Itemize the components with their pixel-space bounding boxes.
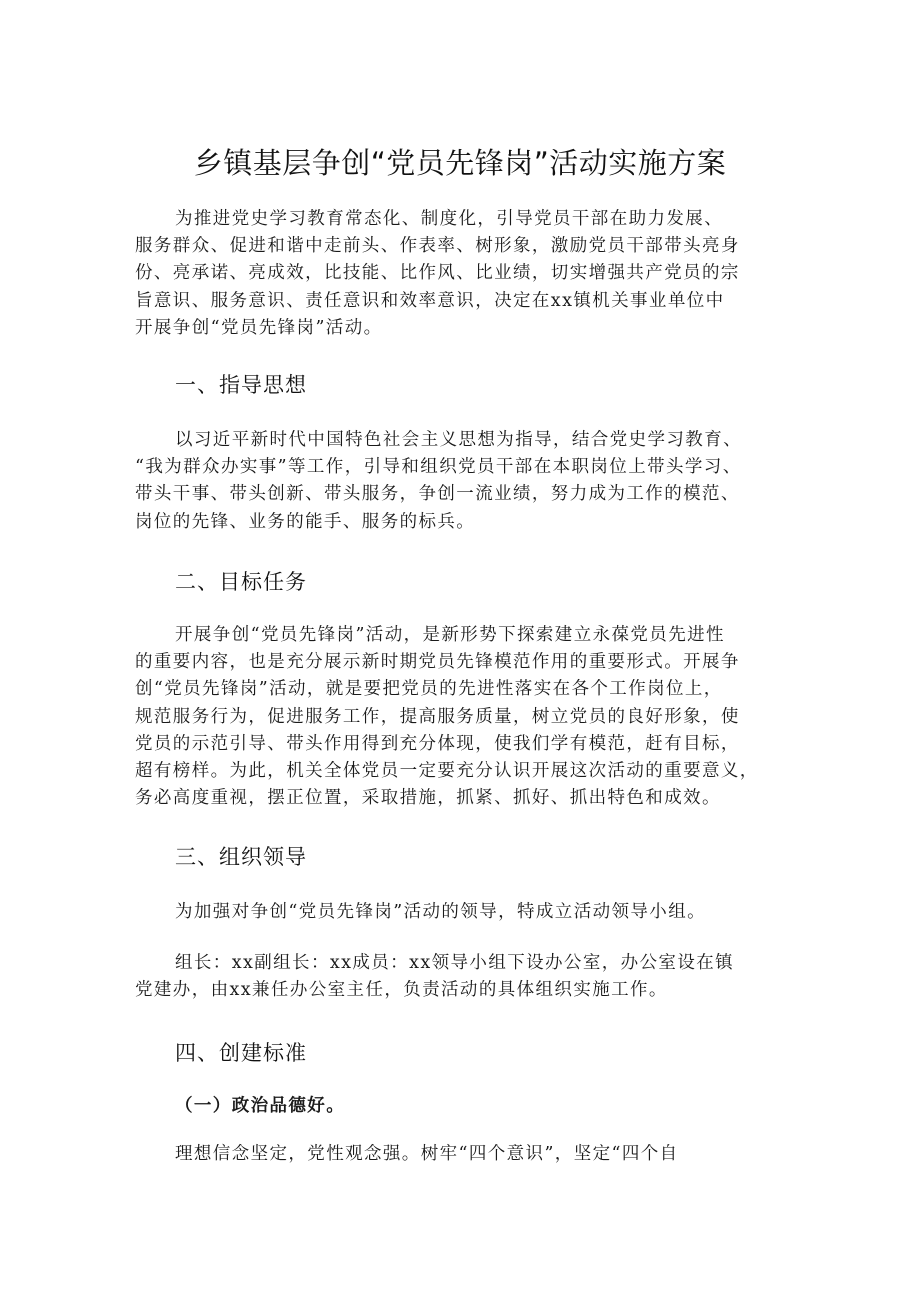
text-line: 开展争创“党员先锋岗”活动，是新形势下探索建立永葆党员先进性 xyxy=(175,625,725,645)
text-line: 创“党员先锋岗”活动，就是要把党员的先进性落实在各个工作岗位上， xyxy=(135,679,723,700)
section-heading-guiding-thought: 一、指导思想 xyxy=(175,373,307,397)
text-line: 旨意识、服务意识、责任意识和效率意识，决定在xx镇机关事业单位中 xyxy=(135,290,725,311)
text-line: 为推进党史学习教育常态化、制度化，引导党员干部在助力发展、 xyxy=(175,209,724,229)
text-line: 带头干事、带头创新、带头服务，争创一流业绩，努力成为工作的模范、 xyxy=(135,484,740,505)
text-line: 理想信念坚定，党性观念强。树牢“四个意识”，坚定“四个自 xyxy=(175,1144,679,1164)
text-line: 的重要内容，也是充分展示新时期党员先锋模范作用的重要形式。开展争 xyxy=(135,652,740,673)
section-paragraph xyxy=(135,899,797,926)
text-line: 份、亮承诺、亮成效，比技能、比作风、比业绩，切实增强共产党员的宗 xyxy=(135,263,740,284)
text-line: 为加强对争创“党员先锋岗”活动的领导，特成立活动领导小组。 xyxy=(175,902,706,922)
section-paragraph xyxy=(135,950,797,1004)
section-heading-standards: 四、创建标准 xyxy=(175,1041,307,1065)
intro-paragraph xyxy=(135,206,797,342)
section-paragraph xyxy=(135,622,797,812)
document-title: 乡镇基层争创“党员先锋岗”活动实施方案 xyxy=(193,146,727,180)
text-line: 开展争创“党员先锋岗”活动。 xyxy=(135,317,383,338)
text-line: 以习近平新时代中国特色社会主义思想为指导，结合党史学习教育、 xyxy=(175,430,742,450)
text-line: “我为群众办实事”等工作，引导和组织党员干部在本职岗位上带头学习、 xyxy=(135,457,742,478)
section-heading-goals: 二、目标任务 xyxy=(175,570,307,594)
section-heading-organization: 三、组织领导 xyxy=(175,845,307,869)
text-line: 务必高度重视，摆正位置，采取措施，抓紧、抓好、抓出特色和成效。 xyxy=(135,788,721,809)
text-line: 组长：xx副组长：xx成员：xx领导小组下设办公室，办公室设在镇 xyxy=(175,953,735,973)
text-line: 党员的示范引导、带头作用得到充分体现，使我们学有模范，赶有目标， xyxy=(135,733,740,754)
text-line: 岗位的先锋、业务的能手、服务的标兵。 xyxy=(135,511,476,532)
section-paragraph xyxy=(135,427,797,536)
text-line: 规范服务行为，促进服务工作，提高服务质量，树立党员的良好形象，使 xyxy=(135,706,740,727)
section-paragraph xyxy=(135,1141,797,1168)
text-line: 超有榜样。为此，机关全体党员一定要充分认识开展这次活动的重要意义， xyxy=(135,760,759,781)
text-line: 服务群众、促进和谐中走前头、作表率、树形象，激励党员干部带头亮身 xyxy=(135,236,740,257)
text-line: 党建办，由xx兼任办公室主任，负责活动的具体组织实施工作。 xyxy=(135,980,668,1001)
subheading-political-integrity: （一）政治品德好。 xyxy=(175,1096,346,1116)
